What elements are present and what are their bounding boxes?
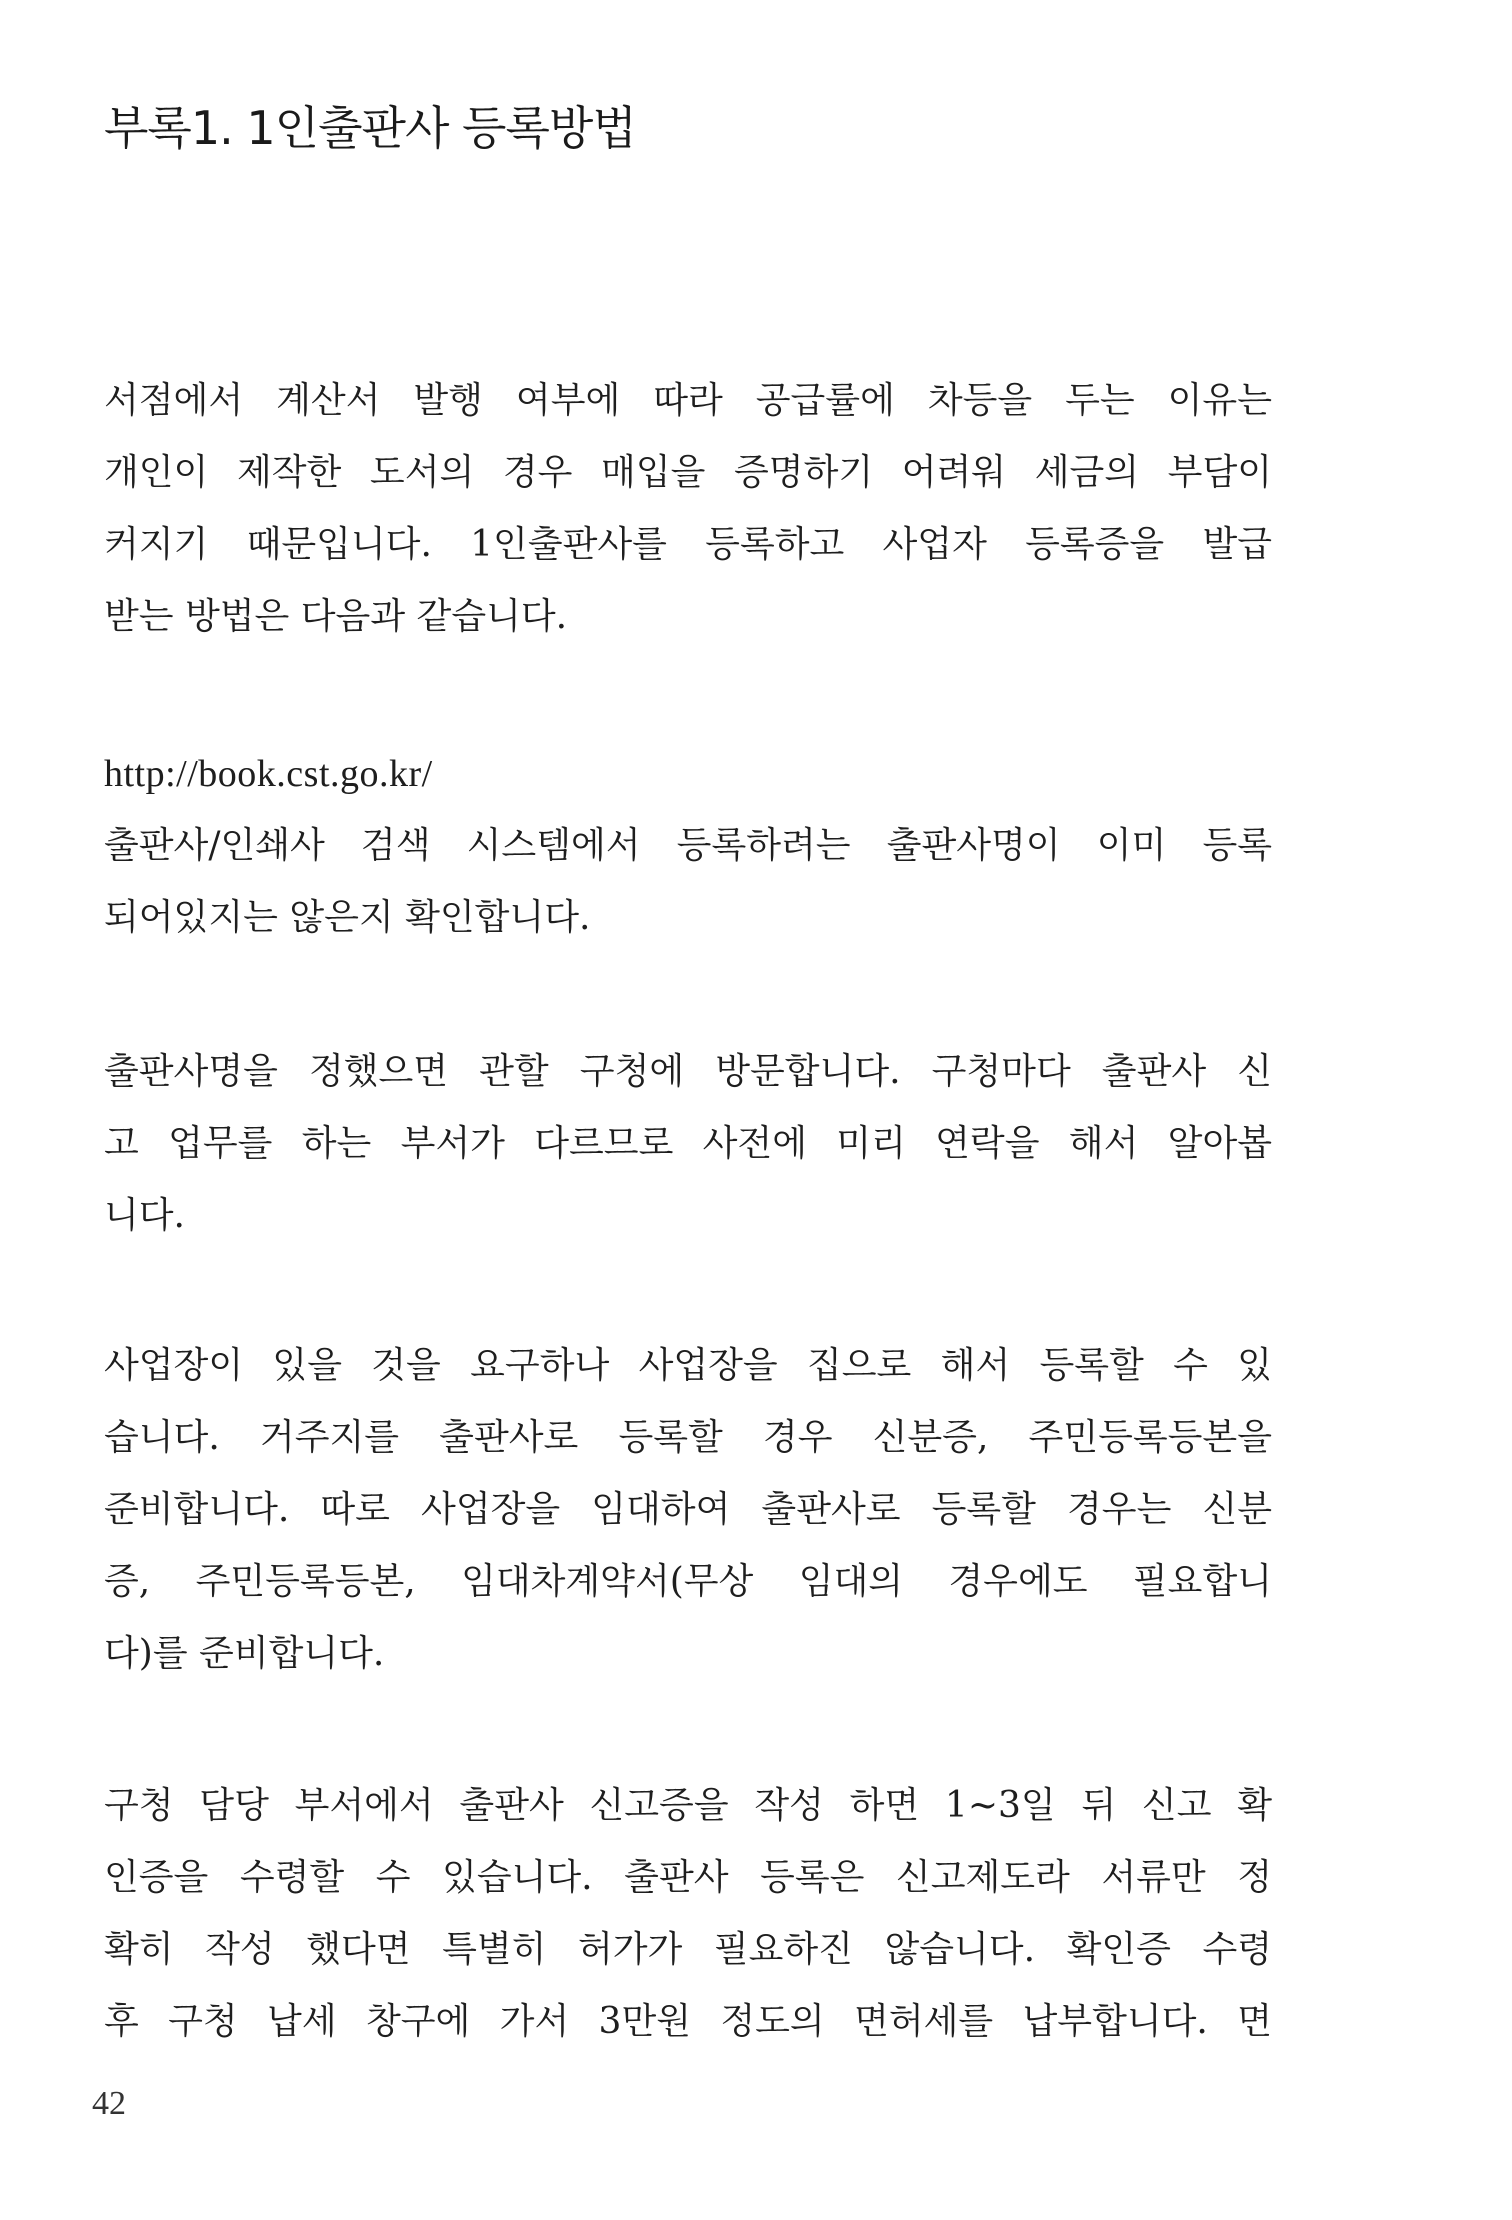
text-line: 확히 작성 했다면 특별히 허가가 필요하진 않습니다. 확인증 수령 xyxy=(104,1929,1272,1970)
paragraph-2 xyxy=(104,738,1272,954)
text-line: 니다. xyxy=(104,1195,185,1236)
text-line: 증, 주민등록등본, 임대차계약서(무상 임대의 경우에도 필요합니 xyxy=(104,1561,1272,1602)
text-line: 개인이 제작한 도서의 경우 매입을 증명하기 어려워 세금의 부담이 xyxy=(104,452,1272,493)
paragraph-1 xyxy=(104,365,1272,653)
paragraph-3 xyxy=(104,1036,1272,1252)
text-line: 인증을 수령할 수 있습니다. 출판사 등록은 신고제도라 서류만 정 xyxy=(104,1857,1272,1898)
text-line: 받는 방법은 다음과 같습니다. xyxy=(104,596,568,637)
paragraph-5 xyxy=(104,1770,1272,2058)
paragraph-4 xyxy=(104,1330,1272,1690)
text-line: 후 구청 납세 창구에 가서 3만원 정도의 면허세를 납부합니다. 면 xyxy=(104,2001,1272,2042)
page-number: 42 xyxy=(92,2085,126,2122)
text-line: 서점에서 계산서 발행 여부에 따라 공급률에 차등을 두는 이유는 xyxy=(104,380,1272,421)
text-line: 고 업무를 하는 부서가 다르므로 사전에 미리 연락을 해서 알아봅 xyxy=(104,1123,1272,1164)
page-title: 부록1. 1인출판사 등록방법 xyxy=(104,101,636,155)
text-line: 다)를 준비합니다. xyxy=(104,1633,385,1674)
text-line: 출판사명을 정했으면 관할 구청에 방문합니다. 구청마다 출판사 신 xyxy=(104,1051,1272,1092)
text-line: 습니다. 거주지를 출판사로 등록할 경우 신분증, 주민등록등본을 xyxy=(104,1417,1272,1458)
text-line: 되어있지는 않은지 확인합니다. xyxy=(104,897,591,938)
text-line: 준비합니다. 따로 사업장을 임대하여 출판사로 등록할 경우는 신분 xyxy=(104,1489,1272,1530)
url-text: http://book.cst.go.kr/ xyxy=(104,753,433,795)
text-line: 커지기 때문입니다. 1인출판사를 등록하고 사업자 등록증을 발급 xyxy=(104,524,1272,565)
text-line: 출판사/인쇄사 검색 시스템에서 등록하려는 출판사명이 이미 등록 xyxy=(104,825,1272,866)
text-line: 구청 담당 부서에서 출판사 신고증을 작성 하면 1~3일 뒤 신고 확 xyxy=(104,1785,1272,1826)
text-line: 사업장이 있을 것을 요구하나 사업장을 집으로 해서 등록할 수 있 xyxy=(104,1345,1272,1386)
